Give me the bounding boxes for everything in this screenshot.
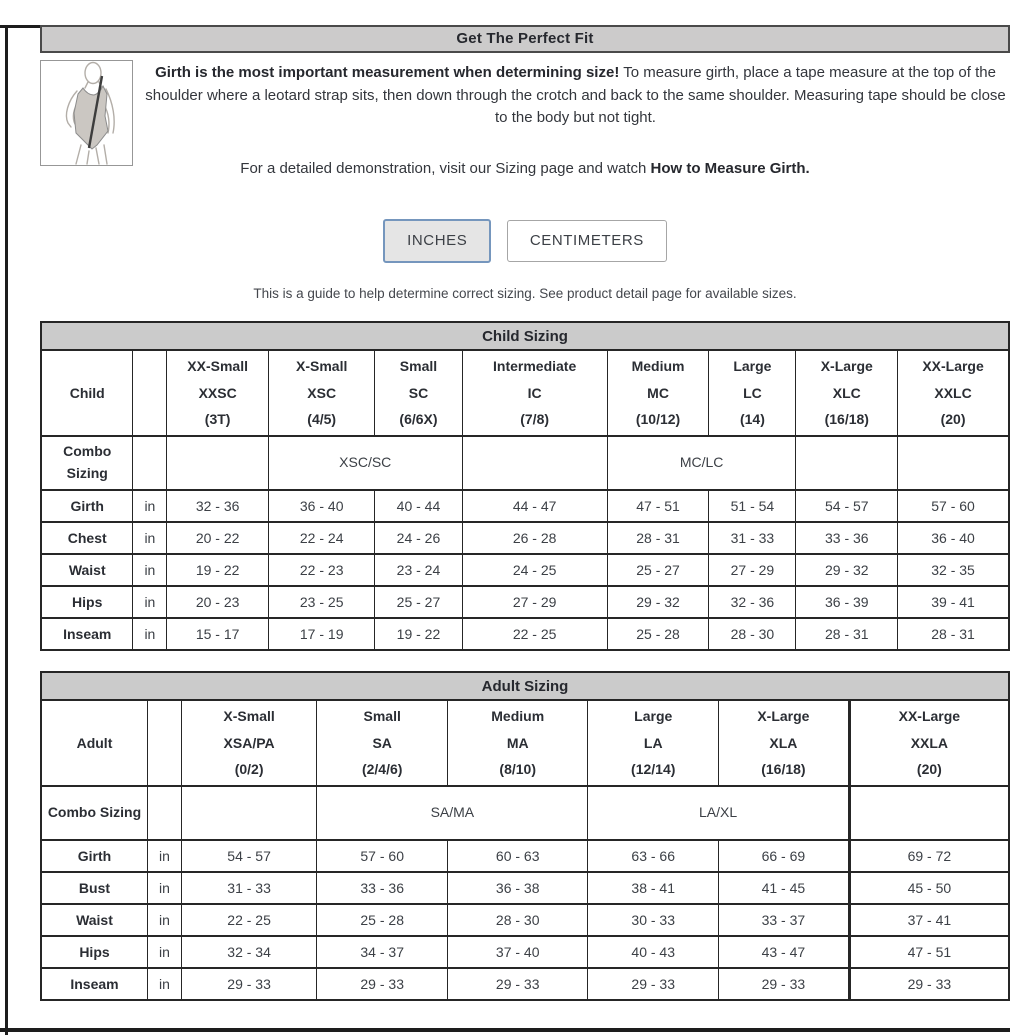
demo-sentence-prefix: For a detailed demonstration, visit our Sizing page and watch — [240, 160, 651, 177]
adult-col-header-large: Large LA (12/14) — [588, 700, 719, 786]
child-inseam-row: Inseam in 15 - 17 17 - 19 19 - 22 22 - 25 25 - 28 28 - 30 28 - 31 28 - 31 — [41, 618, 1009, 650]
child-chest-row: Chest in 20 - 22 22 - 24 24 - 26 26 - 28 28 - 31 31 - 33 33 - 36 36 - 40 — [41, 522, 1009, 554]
adult-unit-col-header — [147, 700, 181, 786]
adult-col-header-medium: Medium MA (8/10) — [448, 700, 588, 786]
child-col-header-xxsmall: XX-Small XXSC (3T) — [167, 350, 269, 436]
child-corner-label: Child — [41, 350, 133, 436]
page-frame-bottom — [0, 1028, 1010, 1032]
adult-table-title: Adult Sizing — [41, 672, 1009, 700]
adult-sizing-table — [40, 671, 1010, 1001]
child-sizing-table — [40, 321, 1010, 651]
child-header-row — [41, 350, 1009, 436]
girth-info-section — [40, 60, 1010, 166]
adult-waist-row: Waist in 22 - 25 25 - 28 28 - 30 30 - 33 33 - 37 37 - 41 — [41, 904, 1009, 936]
adult-col-header-xsmall: X-Small XSA/PA (0/2) — [181, 700, 317, 786]
inches-button[interactable]: INCHES — [383, 219, 491, 263]
child-col-header-xlarge: X-Large XLC (16/18) — [796, 350, 898, 436]
adult-combo-label: Combo Sizing — [41, 786, 147, 840]
adult-col-header-small: Small SA (2/4/6) — [317, 700, 448, 786]
sizing-guide-page — [40, 25, 1010, 1001]
leotard-girth-illustration — [40, 60, 133, 166]
child-waist-row: Waist in 19 - 22 22 - 23 23 - 24 24 - 25 25 - 27 27 - 29 29 - 32 32 - 35 — [41, 554, 1009, 586]
child-col-header-intermediate: Intermediate IC (7/8) — [462, 350, 607, 436]
child-col-header-large: Large LC (14) — [709, 350, 796, 436]
child-hips-row: Hips in 20 - 23 23 - 25 25 - 27 27 - 29 29 - 32 32 - 36 36 - 39 39 - 41 — [41, 586, 1009, 618]
adult-header-row — [41, 700, 1009, 786]
child-combo-row — [41, 436, 1009, 490]
girth-instructions-rest: To measure girth, place a tape measure at the top of the shoulder where a leotard strap sits, then down through the crotch and back to the same shoulder. Measuring tape should be close to the body but not tight. — [145, 64, 1006, 126]
demo-sentence-bold: How to Measure Girth. — [650, 160, 810, 177]
girth-instructions-bold: Girth is the most important measurement when determining size! — [155, 64, 620, 81]
sizing-guide-note: This is a guide to help determine correct sizing. See product detail page for available sizes. — [253, 286, 797, 301]
unit-toggle — [40, 219, 1010, 263]
child-col-header-xxlarge: XX-Large XXLC (20) — [898, 350, 1009, 436]
page-frame-left — [5, 25, 8, 1035]
adult-col-header-xlarge: X-Large XLA (16/18) — [719, 700, 850, 786]
child-girth-row: Girth in 32 - 36 36 - 40 40 - 44 44 - 47 47 - 51 51 - 54 54 - 57 57 - 60 — [41, 490, 1009, 522]
adult-combo-row — [41, 786, 1009, 840]
adult-girth-row: Girth in 54 - 57 57 - 60 60 - 63 63 - 66 66 - 69 69 - 72 — [41, 840, 1009, 872]
child-combo-xsc-sc: XSC/SC — [268, 436, 462, 490]
child-col-header-small: Small SC (6/6X) — [375, 350, 462, 436]
leotard-figure-icon — [41, 61, 132, 165]
child-col-header-xsmall: X-Small XSC (4/5) — [268, 350, 374, 436]
adult-col-header-xxlarge: XX-Large XXLA (20) — [849, 700, 1009, 786]
child-table-title: Child Sizing — [41, 322, 1009, 350]
adult-combo-sa-ma: SA/MA — [317, 786, 588, 840]
adult-inseam-row: Inseam in 29 - 33 29 - 33 29 - 33 29 - 33 29 - 33 29 - 33 — [41, 968, 1009, 1000]
adult-bust-row: Bust in 31 - 33 33 - 36 36 - 38 38 - 41 41 - 45 45 - 50 — [41, 872, 1009, 904]
girth-instructions — [141, 60, 1010, 166]
page-title: Get The Perfect Fit — [40, 25, 1010, 53]
centimeters-button[interactable]: CENTIMETERS — [507, 220, 667, 262]
child-combo-mc-lc: MC/LC — [607, 436, 796, 490]
child-col-header-medium: Medium MC (10/12) — [607, 350, 709, 436]
child-unit-col-header — [133, 350, 167, 436]
adult-corner-label: Adult — [41, 700, 147, 786]
adult-hips-row: Hips in 32 - 34 34 - 37 37 - 40 40 - 43 43 - 47 47 - 51 — [41, 936, 1009, 968]
child-combo-label: Combo Sizing — [41, 436, 133, 490]
adult-combo-la-xl: LA/XL — [588, 786, 849, 840]
